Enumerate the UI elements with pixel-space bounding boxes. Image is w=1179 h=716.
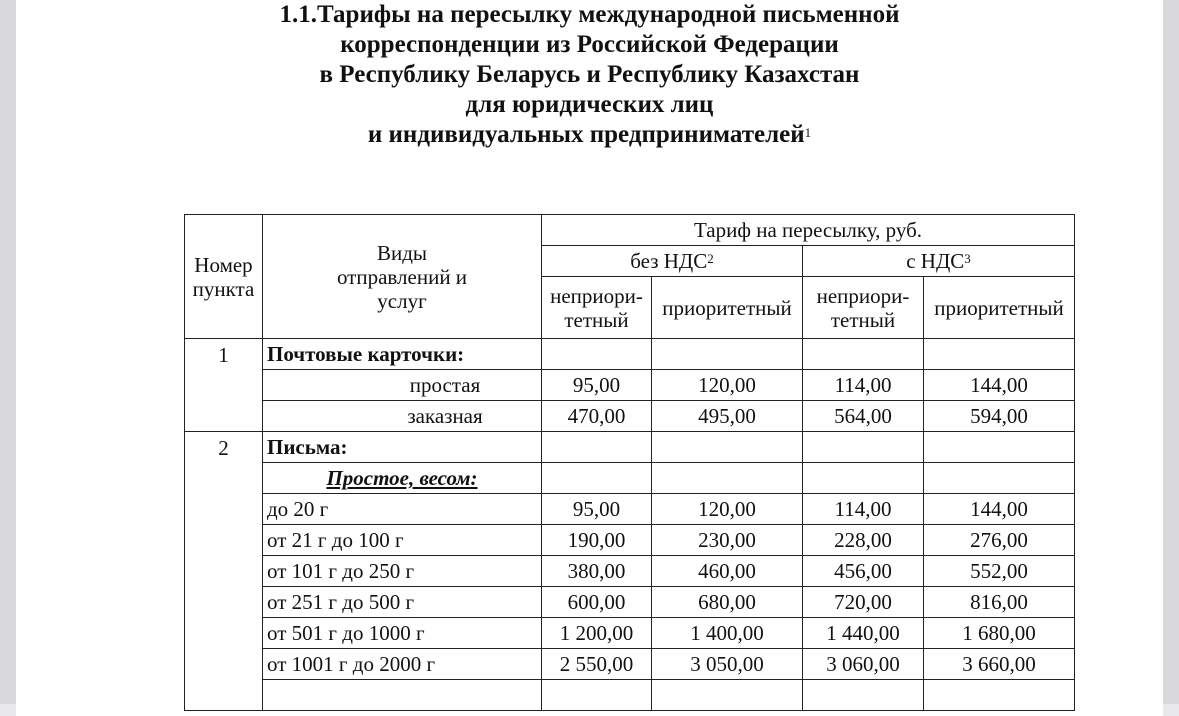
section-2-subtitle-row	[185, 463, 1075, 494]
header-without-vat: без НДС$^2$	[542, 246, 803, 277]
row-label: от 21 г до 100 г	[263, 525, 542, 556]
row-label: от 251 г до 500 г	[263, 587, 542, 618]
cell-value: 95,00	[542, 494, 652, 525]
section-1-title-row	[185, 339, 1075, 370]
with-vat-footnote: 3	[964, 251, 971, 266]
table-row	[185, 649, 1075, 680]
header-tariff: Тариф на пересылку, руб.	[542, 215, 1075, 246]
cell-value: 1 400,00	[652, 618, 803, 649]
cell-value: 594,00	[924, 401, 1075, 432]
cell-value: 3 060,00	[803, 649, 924, 680]
table-row	[185, 494, 1075, 525]
row-label: от 1001 г до 2000 г	[263, 649, 542, 680]
cell-value: 228,00	[803, 525, 924, 556]
title-line-1: 1.1.Тарифы на пересылку международной письменной	[279, 1, 900, 28]
cell-value: 120,00	[652, 370, 803, 401]
table-row	[185, 556, 1075, 587]
row-label: простая	[263, 370, 542, 401]
document-page	[16, 0, 1163, 716]
section-1-number: 1	[185, 339, 263, 432]
tariff-table	[184, 214, 1075, 711]
page-edge-left	[0, 0, 16, 704]
cell-value: 114,00	[803, 494, 924, 525]
header-priority-2: приоритетный	[924, 277, 1075, 339]
cell-value: 816,00	[924, 587, 1075, 618]
cell-value: 720,00	[803, 587, 924, 618]
title-line-3: в Республику Беларусь и Республику Казахстан	[319, 61, 860, 88]
cell-value: 495,00	[652, 401, 803, 432]
cell-value: 190,00	[542, 525, 652, 556]
cell-value: 230,00	[652, 525, 803, 556]
title-line-2: корреспонденции из Российской Федерации	[340, 31, 839, 58]
without-vat-footnote: 2	[707, 251, 714, 266]
cell-value: 1 680,00	[924, 618, 1075, 649]
section-2-number: 2	[185, 432, 263, 711]
cell-value: 1 440,00	[803, 618, 924, 649]
row-label: от 101 г до 250 г	[263, 556, 542, 587]
table-row	[185, 618, 1075, 649]
table-row-partial	[185, 680, 1075, 711]
header-item-types: Виды отправлений и услуг	[263, 215, 542, 339]
cell-value: 120,00	[652, 494, 803, 525]
cell-value: 276,00	[924, 525, 1075, 556]
row-label: от 501 г до 1000 г	[263, 618, 542, 649]
title-footnote: 1	[804, 125, 812, 140]
cell-value: 1 200,00	[542, 618, 652, 649]
section-1-title: Почтовые карточки:	[263, 339, 542, 370]
cell-value: 95,00	[542, 370, 652, 401]
header-nonpriority-2: неприори-тетный	[803, 277, 924, 339]
cell-value: 144,00	[924, 494, 1075, 525]
header-with-vat: с НДС$^3$	[803, 246, 1075, 277]
table-row	[185, 401, 1075, 432]
cell-value: 460,00	[652, 556, 803, 587]
cell-value: 2 550,00	[542, 649, 652, 680]
cell-value: 3 050,00	[652, 649, 803, 680]
header-row-1	[185, 215, 1075, 246]
cell-value: 600,00	[542, 587, 652, 618]
row-label: до 20 г	[263, 494, 542, 525]
cell-value: 680,00	[652, 587, 803, 618]
table-row	[185, 525, 1075, 556]
cell-value: 114,00	[803, 370, 924, 401]
cell-value: 3 660,00	[924, 649, 1075, 680]
cell-value: 144,00	[924, 370, 1075, 401]
section-2-title: Письма:	[263, 432, 542, 463]
row-label: заказная	[263, 401, 542, 432]
page-title	[16, 0, 1163, 150]
cell-value: 380,00	[542, 556, 652, 587]
section-2-subtitle: Простое, весом:	[263, 463, 542, 494]
table-row	[185, 587, 1075, 618]
title-line-5-text: и индивидуальных предпринимателей	[367, 121, 805, 148]
cell-value: 552,00	[924, 556, 1075, 587]
title-line-5	[16, 120, 1163, 150]
cell-value: 470,00	[542, 401, 652, 432]
title-line-4: для юридических лиц	[465, 91, 714, 118]
cell-value: 456,00	[803, 556, 924, 587]
page-edge-right	[1163, 0, 1179, 704]
header-nonpriority-1: неприори-тетный	[542, 277, 652, 339]
section-2-title-row	[185, 432, 1075, 463]
header-item-no: Номер пункта	[185, 215, 263, 339]
cell-value: 564,00	[803, 401, 924, 432]
table-row	[185, 370, 1075, 401]
header-priority-1: приоритетный	[652, 277, 803, 339]
